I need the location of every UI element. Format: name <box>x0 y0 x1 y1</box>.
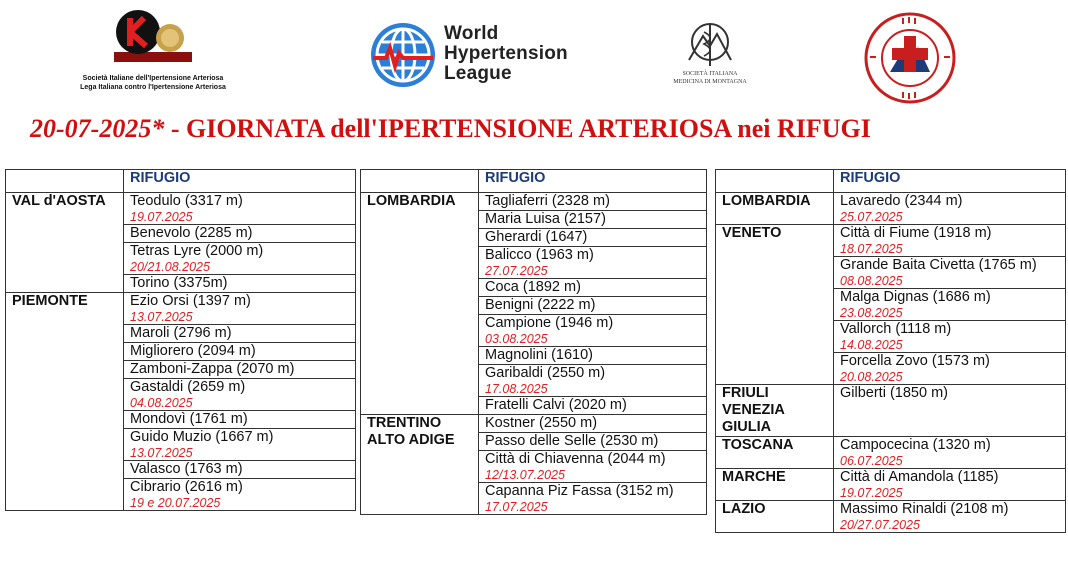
region-cell: LOMBARDIA <box>716 193 834 225</box>
refuge-date: 20.08.2025 <box>840 370 903 384</box>
refuge-name: Cibrario (2616 m) <box>130 479 243 495</box>
region-cell: PIEMONTE <box>6 293 124 511</box>
refuge-date: 17.07.2025 <box>485 500 548 514</box>
siia-caption-line2: Lega Italiana contro l'Ipertensione Arteriosa <box>80 84 226 91</box>
refuge-table <box>360 169 707 515</box>
siia-caption-line1: Società Italiane dell'Ipertensione Arteriosa <box>82 75 224 82</box>
refuge-name: Torino (3375m) <box>130 275 228 291</box>
refuge-name: Maroli (2796 m) <box>130 325 232 341</box>
region-cell: VAL d'AOSTA <box>6 193 124 293</box>
table-header-row <box>716 170 1066 193</box>
refuge-name: Città di Fiume (1918 m) <box>840 225 992 241</box>
refuge-name: Gilberti (1850 m) <box>840 385 948 401</box>
refuge-name: Fratelli Calvi (2020 m) <box>485 397 627 413</box>
table-row <box>361 415 707 433</box>
siia-logo <box>68 8 238 92</box>
table-header-row <box>361 170 707 193</box>
region-cell: LAZIO <box>716 501 834 533</box>
table-row <box>716 225 1066 257</box>
refuge-cell <box>834 469 1066 501</box>
refuge-name: Lavaredo (2344 m) <box>840 193 963 209</box>
refuge-name: Benigni (2222 m) <box>485 297 596 313</box>
refuge-cell <box>479 483 707 515</box>
rifugio-header: RIFUGIO <box>834 170 1066 193</box>
refuge-cell <box>124 461 356 479</box>
title-text: - GIORNATA dell'IPERTENSIONE ARTERIOSA nei RIFUGI <box>164 114 871 143</box>
region-cell: LOMBARDIA <box>361 193 479 415</box>
refuge-cell <box>124 361 356 379</box>
refuge-date: 17.08.2025 <box>485 382 548 396</box>
refuge-date: 18.07.2025 <box>840 242 903 256</box>
refuge-cell <box>479 347 707 365</box>
refuge-cell <box>124 325 356 343</box>
refuge-name: Kostner (2550 m) <box>485 415 598 431</box>
refuge-name: Gastaldi (2659 m) <box>130 379 246 395</box>
rifugio-header: RIFUGIO <box>124 170 356 193</box>
refuge-cell <box>124 293 356 325</box>
refuge-name: Tagliaferri (2328 m) <box>485 193 610 209</box>
table-row <box>716 469 1066 501</box>
refuge-cell <box>479 211 707 229</box>
simm-logo <box>660 20 760 100</box>
whl-line2: Hypertension <box>444 43 568 64</box>
siia-caption <box>68 74 238 92</box>
refuge-date: 20/27.07.2025 <box>840 518 920 532</box>
refuge-cell <box>834 501 1066 533</box>
refuge-name: Migliorero (2094 m) <box>130 343 256 359</box>
logo-bar <box>0 0 1068 112</box>
refuge-cell <box>124 193 356 225</box>
refuge-name: Massimo Rinaldi (2108 m) <box>840 501 1009 517</box>
region-cell: TRENTINO ALTO ADIGE <box>361 415 479 515</box>
refuge-name: Forcella Zovo (1573 m) <box>840 353 990 369</box>
refuge-date: 06.07.2025 <box>840 454 903 468</box>
refuge-name: Gherardi (1647) <box>485 229 588 245</box>
refuge-date: 13.07.2025 <box>130 446 193 460</box>
refuge-date: 20/21.08.2025 <box>130 260 210 274</box>
refuge-cell <box>479 451 707 483</box>
refuge-name: Maria Luisa (2157) <box>485 211 606 227</box>
refuge-cell <box>834 437 1066 469</box>
refuge-cell <box>479 297 707 315</box>
whl-wordmark <box>444 24 568 84</box>
refuge-name: Guido Muzio (1667 m) <box>130 429 274 445</box>
region-cell: VENETO <box>716 225 834 385</box>
refuge-name: Malga Dignas (1686 m) <box>840 289 991 305</box>
refuge-date: 19.07.2025 <box>130 210 193 224</box>
refuge-date: 08.08.2025 <box>840 274 903 288</box>
table-row <box>716 437 1066 469</box>
refuge-cell <box>834 225 1066 257</box>
refuge-cell <box>124 411 356 429</box>
refuge-cell <box>834 353 1066 385</box>
whl-logo <box>368 20 578 90</box>
refuge-cell <box>124 225 356 243</box>
title-date: 20-07-2025* <box>30 114 165 143</box>
refuge-name: Magnolini (1610) <box>485 347 594 363</box>
whl-line1: World <box>444 23 499 44</box>
refuge-name: Città di Amandola (1185) <box>840 469 999 485</box>
region-header-cell <box>6 170 124 193</box>
refuge-cell <box>124 479 356 511</box>
table-row <box>716 385 1066 437</box>
refuge-table <box>715 169 1066 533</box>
refuge-cell <box>834 321 1066 353</box>
region-cell: MARCHE <box>716 469 834 501</box>
refuge-name: Garibaldi (2550 m) <box>485 365 606 381</box>
cai-seal-icon <box>862 12 958 104</box>
refuge-name: Capanna Piz Fassa (3152 m) <box>485 483 674 499</box>
refuge-name: Tetras Lyre (2000 m) <box>130 243 264 259</box>
whl-line3: League <box>444 63 512 84</box>
refuge-name: Coca (1892 m) <box>485 279 581 295</box>
refuge-cell <box>834 257 1066 289</box>
simm-caption <box>660 70 760 86</box>
refuge-date: 04.08.2025 <box>130 396 193 410</box>
refuge-cell <box>124 243 356 275</box>
refuge-cell <box>479 433 707 451</box>
table-row <box>361 193 707 211</box>
refuge-cell <box>479 193 707 211</box>
refuge-name: Zamboni-Zappa (2070 m) <box>130 361 295 377</box>
table-row <box>6 293 356 325</box>
refuge-date: 03.08.2025 <box>485 332 548 346</box>
refuge-cell <box>479 415 707 433</box>
simm-caption-line1: SOCIETÀ ITALIANA <box>682 71 738 77</box>
region-cell: FRIULI VENEZIA GIULIA <box>716 385 834 437</box>
refuge-cell <box>834 289 1066 321</box>
region-header-cell <box>716 170 834 193</box>
table-row <box>716 501 1066 533</box>
refuge-name: Campione (1946 m) <box>485 315 614 331</box>
refuge-cell <box>124 379 356 411</box>
refuge-cell <box>479 247 707 279</box>
refuge-date: 27.07.2025 <box>485 264 548 278</box>
refuge-date: 25.07.2025 <box>840 210 903 224</box>
refuge-date: 19.07.2025 <box>840 486 903 500</box>
table-row <box>716 193 1066 225</box>
refuge-cell <box>479 229 707 247</box>
refuge-name: Vallorch (1118 m) <box>840 321 952 337</box>
globe-icon <box>368 20 438 90</box>
refuge-date: 12/13.07.2025 <box>485 468 565 482</box>
refuge-name: Benevolo (2285 m) <box>130 225 253 241</box>
refuge-name: Campocecina (1320 m) <box>840 437 991 453</box>
region-header-cell <box>361 170 479 193</box>
refuge-name: Grande Baita Civetta (1765 m) <box>840 257 1037 273</box>
refuge-date: 23.08.2025 <box>840 306 903 320</box>
refuge-date: 13.07.2025 <box>130 310 193 324</box>
rifugio-header: RIFUGIO <box>479 170 707 193</box>
refuge-cell <box>479 365 707 397</box>
refuge-cell <box>124 429 356 461</box>
refuge-date: 14.08.2025 <box>840 338 903 352</box>
region-cell: TOSCANA <box>716 437 834 469</box>
refuge-cell <box>834 385 1066 437</box>
refuge-name: Balicco (1963 m) <box>485 247 594 263</box>
simm-caption-line2: MEDICINA DI MONTAGNA <box>673 79 747 85</box>
table-row <box>6 193 356 225</box>
siia-emblem-icon <box>108 8 198 68</box>
cai-commission-logo <box>862 12 958 104</box>
refuge-name: Ezio Orsi (1397 m) <box>130 293 251 309</box>
refuge-cell <box>479 279 707 297</box>
refuge-name: Città di Chiavenna (2044 m) <box>485 451 666 467</box>
table-header-row <box>6 170 356 193</box>
refuge-cell <box>479 315 707 347</box>
refuge-date: 19 e 20.07.2025 <box>130 496 221 510</box>
refuge-cell <box>834 193 1066 225</box>
refuge-name: Valasco (1763 m) <box>130 461 243 477</box>
refuge-cell <box>124 343 356 361</box>
refuge-cell <box>124 275 356 293</box>
refuge-table <box>5 169 356 511</box>
mountain-caduceus-icon <box>683 20 737 70</box>
refuge-name: Mondovì (1761 m) <box>130 411 248 427</box>
refuge-name: Teodulo (3317 m) <box>130 193 243 209</box>
refuge-name: Passo delle Selle (2530 m) <box>485 433 659 449</box>
refuge-cell <box>479 397 707 415</box>
page-title <box>30 114 871 144</box>
